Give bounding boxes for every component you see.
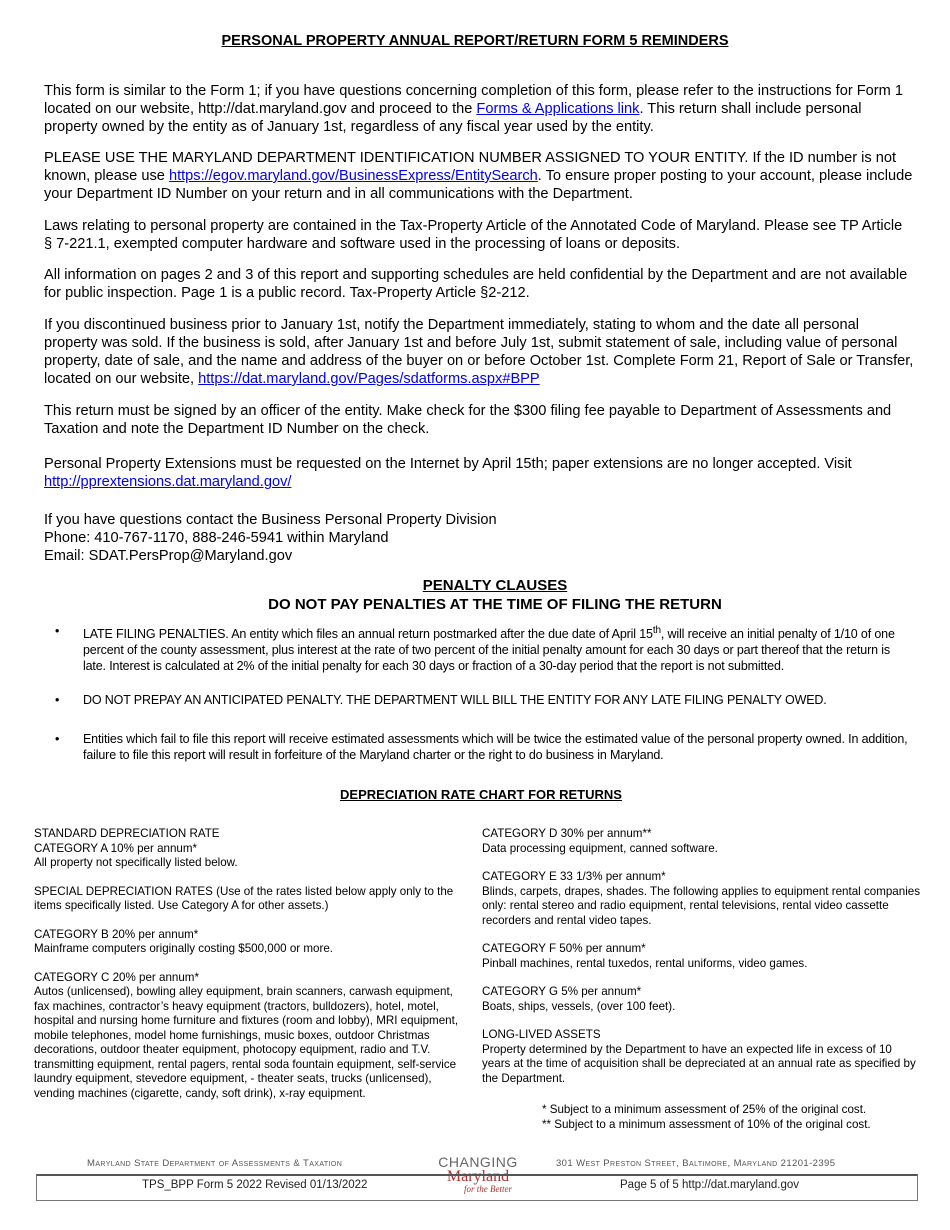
depreciation-right-column — [482, 827, 922, 1100]
contact-email: Email: SDAT.PersProp@Maryland.gov — [44, 548, 293, 564]
contact-block — [44, 511, 914, 565]
category-c-label: CATEGORY C 20% per annum* — [34, 970, 199, 984]
special-rates-note: SPECIAL DEPRECIATION RATES (Use of the rates listed below apply only to the items specifically listed. Use Category A for other assets.) — [34, 884, 454, 912]
long-lived-label: LONG-LIVED ASSETS — [482, 1028, 601, 1041]
footer-page-number: Page 5 of 5 http://dat.maryland.gov — [620, 1179, 800, 1191]
category-d-desc: Data processing equipment, canned software. — [482, 841, 718, 855]
category-e-desc: Blinds, carpets, drapes, shades. The following applies to equipment rental companies only: rental stereo and radio equipment, rental televisions, rental video cassette recorders and rental video tapes. — [482, 884, 921, 927]
penalty-subheading: DO NOT PAY PENALTIES AT THE TIME OF FILING THE RETURN — [268, 596, 722, 613]
category-f-desc: Pinball machines, rental tuxedos, rental uniforms, video games. — [482, 956, 808, 970]
penalty-heading: PENALTY CLAUSES — [422, 577, 568, 594]
category-b-label: CATEGORY B 20% per annum* — [34, 927, 199, 941]
changing-maryland-logo: CHANGING Maryland for the Better — [438, 1154, 518, 1194]
depreciation-chart-title: DEPRECIATION RATE CHART FOR RETURNS — [340, 787, 622, 802]
confidential-paragraph: All information on pages 2 and 3 of this report and supporting schedules are held confidential by the Department and are not available for public inspection. Page 1 is a public record. Tax-Property Article §2-212. — [44, 267, 908, 301]
standard-rate-label: STANDARD DEPRECIATION RATE — [34, 827, 220, 840]
bullet-icon: • — [55, 693, 60, 707]
entity-search-link[interactable]: https://egov.maryland.gov/BusinessExpress/EntitySearch — [168, 168, 538, 184]
contact-phone: Phone: 410-767-1170, 888-246-5941 within Maryland — [44, 530, 389, 546]
footer-form-id: TPS_BPP Form 5 2022 Revised 01/13/2022 — [142, 1179, 368, 1191]
laws-paragraph: Laws relating to personal property are contained in the Tax-Property Article of the Annotated Code of Maryland. Please see TP Article § 7-221.1, exempted computer hardware and software used in the processing of loans or deposits. — [44, 218, 903, 252]
extensions-paragraph: Personal Property Extensions must be requested on the Internet by April 15th; paper extensions are no longer accepted. Visit http://pprextensions.dat.maryland.gov/ — [44, 456, 852, 490]
category-g-desc: Boats, ships, vessels, (over 100 feet). — [482, 999, 676, 1013]
intro-paragraph: This form is similar to the Form 1; if you have questions concerning completion of this form, please refer to the instructions for Form 1 located on our website, http://dat.maryland.gov and proceed to the Forms & Applications link. This return shall include personal property owned by the entity as of January 1st, regardless of any fiscal year used by the entity. — [44, 83, 903, 135]
footer-department-name: Maryland State Department of Assessments & Taxation — [87, 1158, 343, 1169]
contact-line: If you have questions contact the Business Personal Property Division — [44, 512, 497, 528]
category-a-label: CATEGORY A 10% per annum* — [34, 841, 198, 855]
category-g-label: CATEGORY G 5% per annum* — [482, 985, 642, 998]
bullet-icon: • — [55, 624, 60, 638]
category-d-label: CATEGORY D 30% per annum** — [482, 827, 652, 840]
footnote-double-asterisk: ** Subject to a minimum assessment of 10% of the original cost. — [542, 1117, 871, 1131]
category-f-label: CATEGORY F 50% per annum* — [482, 942, 646, 955]
page-title: PERSONAL PROPERTY ANNUAL REPORT/RETURN FORM 5 REMINDERS — [221, 33, 729, 49]
footer-address: 301 West Preston Street, Baltimore, Maryland 21201-2395 — [556, 1158, 836, 1169]
category-a-desc: All property not specifically listed below. — [34, 856, 238, 869]
department-id-paragraph: PLEASE USE THE MARYLAND DEPARTMENT IDENTIFICATION NUMBER ASSIGNED TO YOUR ENTITY. If the ID number is not known, please use https://egov.maryland.gov/BusinessExpress/EntitySearch. To ensure proper posting to your account, please include your Department ID Number on your return and in all communications with the Department. — [44, 150, 913, 202]
category-e-label: CATEGORY E 33 1/3% per annum* — [482, 870, 666, 883]
bullet-icon: • — [55, 732, 60, 746]
page-footer — [0, 1150, 950, 1210]
depreciation-left-column — [34, 827, 470, 1115]
forms-applications-link[interactable]: Forms & Applications link — [476, 101, 640, 117]
signature-fee-paragraph: This return must be signed by an officer of the entity. Make check for the $300 filing fee payable to Department of Assessments and Taxation and note the Department ID Number on the check. — [44, 403, 892, 437]
long-lived-desc: Property determined by the Department to have an expected life in excess of 10 years at the time of acquisition shall be depreciated at an annual rate as specified by the Department. — [482, 1042, 916, 1085]
category-c-desc: Autos (unlicensed), bowling alley equipment, brain scanners, carwash equipment, fax machines, contractor’s heavy equipment (tractors, bulldozers), hotel, motel, hospital and nursing home furniture and fixtures (room and lobby), MRI equipment, mobile telephones, model home furnishings, music boxes, outdoor Christmas decorations, outdoor theater equipment, photocopy equipment, radio and T.V. transmitting equipment, rental pagers, rental soda fountain equipment, self-service laundry equipment, stevedore equipment, - theater seats, trucks (unlicensed), vending machines (cigarette, candy, soft drink), x-ray equipment. — [34, 985, 459, 1100]
footnotes — [542, 1103, 871, 1132]
pprextensions-link[interactable]: http://pprextensions.dat.maryland.gov/ — [44, 474, 292, 490]
sdat-forms-link[interactable]: https://dat.maryland.gov/Pages/sdatforms.aspx#BPP — [198, 371, 540, 387]
discontinued-business-paragraph: If you discontinued business prior to January 1st, notify the Department immediately, stating to whom and the date all personal property was sold. If the business is sold, after January 1st and before July 1st, submit statement of sale, including value of personal property, date of sale, and the name and address of the buyer on or before October 1st. Complete Form 21, Report of Sale or Transfer, located on our website, https://dat.maryland.gov/Pages/sdatforms.aspx#BPP — [44, 317, 914, 387]
category-b-desc: Mainframe computers originally costing $500,000 or more. — [34, 942, 334, 955]
footnote-single-asterisk: * Subject to a minimum assessment of 25% of the original cost. — [542, 1103, 867, 1116]
